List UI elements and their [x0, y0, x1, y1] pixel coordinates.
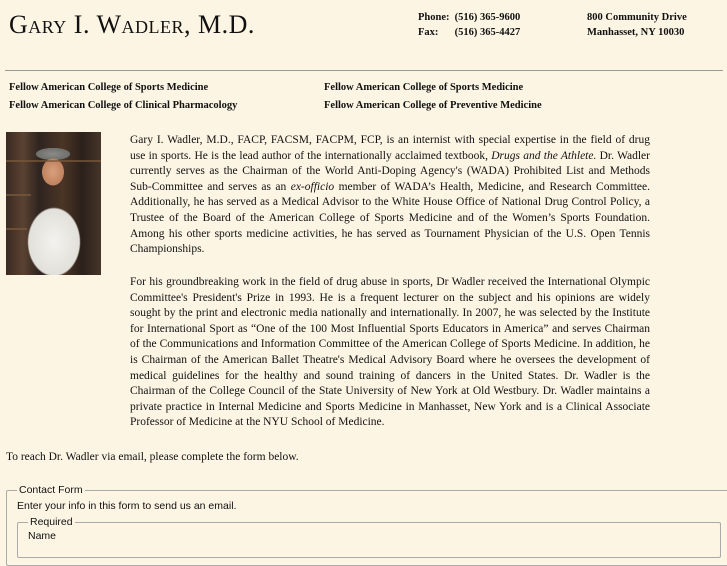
- doctor-portrait-photo: [6, 132, 101, 275]
- fax-label: Fax:: [418, 27, 439, 38]
- ex-officio-text: ex-officio: [290, 180, 335, 193]
- name-field-label: Name: [28, 530, 57, 542]
- form-intro: Enter your info in this form to send us an email.: [17, 500, 237, 512]
- bio-text: Dr. Wadler currently serves as the Chairman of the World Anti-Doping Agency's (WADA) Prohibited List and Methods Sub-Committee and serves as an: [130, 149, 650, 193]
- fellowship-item: Fellow American College of Sports Medicine: [324, 82, 524, 93]
- bio-paragraph-2: [130, 275, 650, 431]
- required-fieldset: [17, 516, 721, 558]
- bio-text: Gary I. Wadler, M.D., FACP, FACSM, FACPM, FCP, is an internist with special expertise in the field of drug use in sports. He is the lead author of the internationally acclaimed textbook,: [130, 134, 650, 162]
- book-title: Drugs and the Athlete.: [491, 149, 597, 162]
- bio-paragraph-1: [130, 133, 650, 258]
- address-line2: Manhasset, NY 10030: [587, 27, 685, 38]
- email-instruction: To reach Dr. Wadler via email, please complete the form below.: [6, 451, 299, 463]
- phone-label: Phone:: [418, 12, 450, 23]
- fellowship-item: Fellow American College of Sports Medicine: [9, 82, 209, 93]
- phone-fax-block: [418, 10, 520, 40]
- fellowship-item: Fellow American College of Preventive Medicine: [324, 100, 542, 111]
- contact-form: [6, 484, 727, 566]
- address-block: [587, 10, 687, 40]
- fellowship-item: Fellow American College of Clinical Pharmacology: [9, 100, 238, 111]
- page-title: Gary I. Wadler, M.D.: [9, 10, 255, 39]
- required-legend: Required: [30, 516, 73, 528]
- header-divider: [5, 70, 723, 71]
- bio-text: member of WADA’s Health, Medicine, and Research Committee. Additionally, he has served as a Medical Advisor to the White House Office of National Drug Control Policy, a Trustee of the Board of the American College of Sports Medicine and of the Women’s Sports Foundation. Among his other sports medicine activities, he has served as Tournament Physician of the U.S. Open Tennis Championships.: [130, 180, 651, 256]
- bio-text: For his groundbreaking work in the field of drug abuse in sports, Dr Wadler received the International Olympic Committee's President's Prize in 1993. He is a frequent lecturer on the subject and his opinions are widely sought by the print and electronic media nationally and internationally. In 2007, he was selected by the Institute for International Sport as “One of the 100 Most Influential Sports Educators in America” and serves Chairman of the Communications and Information Committee of the American College of Sports Medicine. In addition, he is Chairman of the American Ballet Theatre's Medical Advisory Board where he oversees the development of medical guidelines for the healthy and sound training of dancers in the United States. Dr. Wadler is the Chairman of the College Council of the State University of New York at Old Westbury. Dr. Wadler maintains a private practice in Internal Medicine and Sports Medicine in Manhasset, New York and is a Clinical Associate Professor of Medicine at the NYU School of Medicine.: [130, 276, 650, 429]
- phone-number: (516) 365-9600: [454, 12, 521, 23]
- contact-form-legend: Contact Form: [19, 484, 83, 496]
- fax-number: (516) 365-4427: [454, 27, 521, 38]
- address-line1: 800 Community Drive: [587, 12, 687, 23]
